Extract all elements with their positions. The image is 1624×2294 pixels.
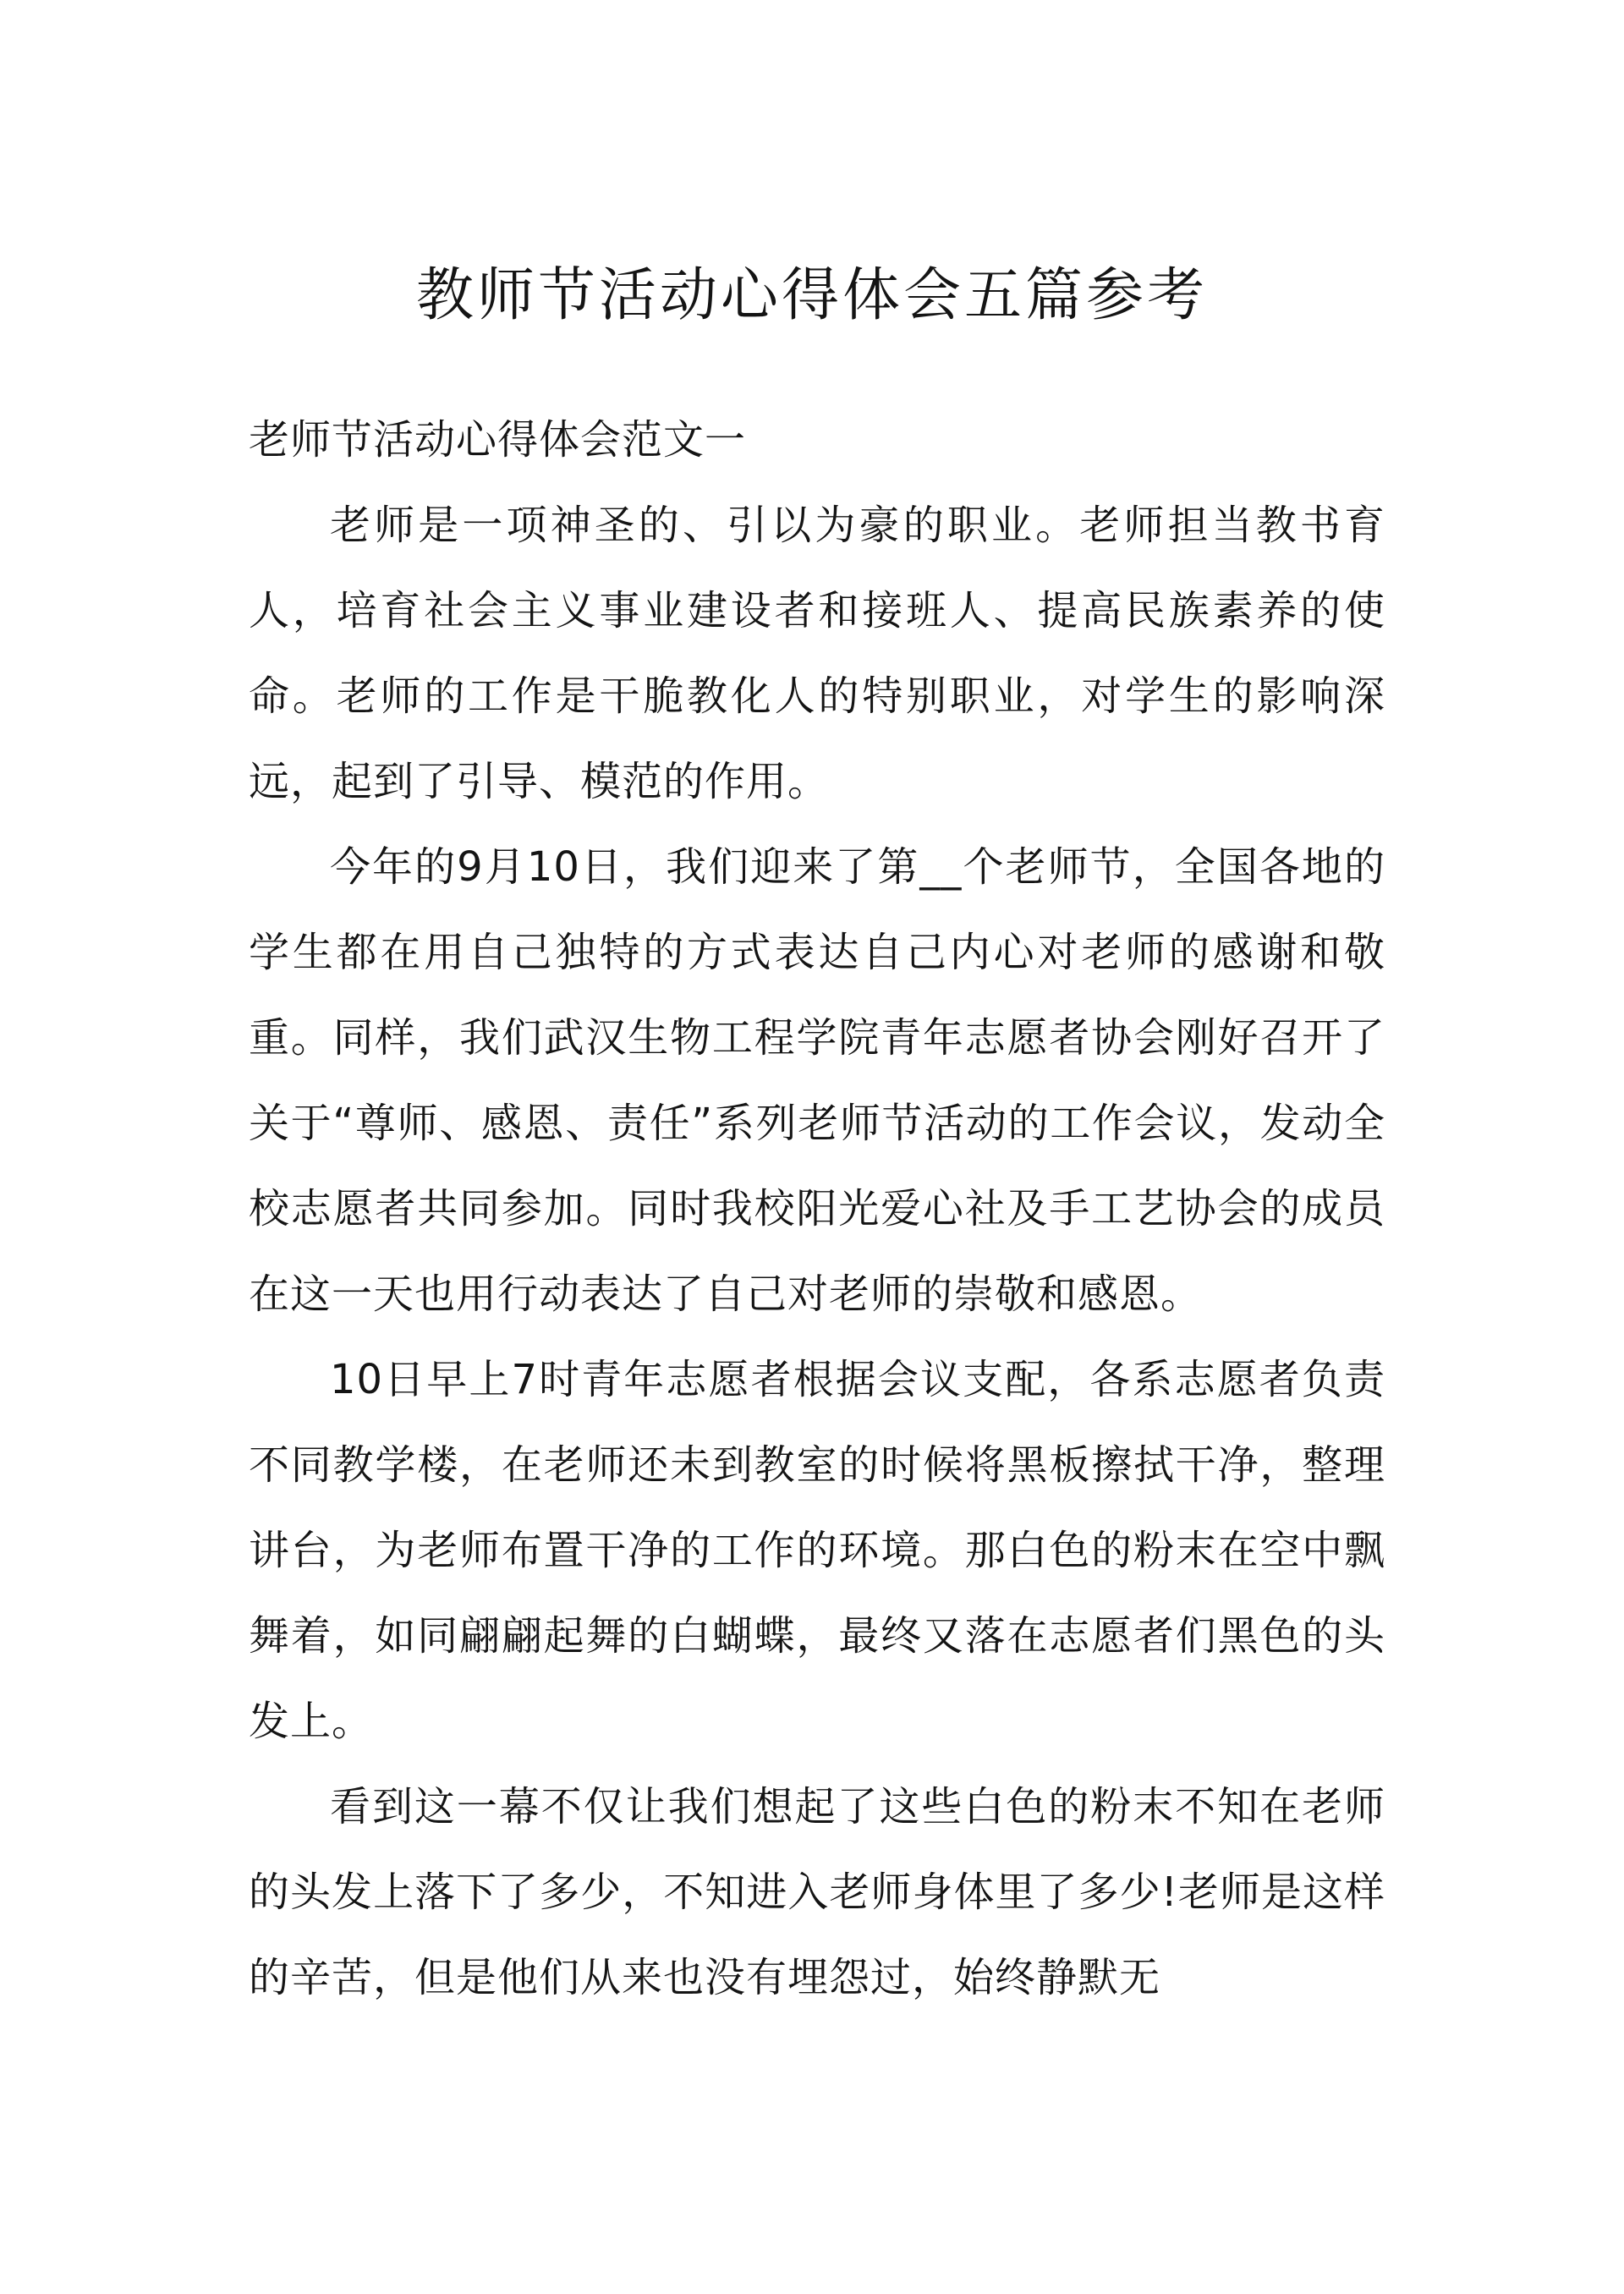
paragraph-4: 看到这一幕不仅让我们想起了这些白色的粉末不知在老师的头发上落下了多少，不知进入老师身体里了多少!老师是这样的辛苦，但是他们从来也没有埋怨过，始终静默无 <box>249 1783 1385 2001</box>
document-title: 教师节活动心得体会五篇参考 <box>415 262 1208 329</box>
paragraph-1: 老师是一项神圣的、引以为豪的职业。老师担当教书育人，培育社会主义事业建设者和接班人、提高民族素养的使命。老师的工作是干脆教化人的特别职业，对学生的影响深远，起到了引导、模范的作用。 <box>249 502 1385 805</box>
document-body <box>249 398 1385 2021</box>
paragraph-2: 今年的9月10日，我们迎来了第__个老师节，全国各地的学生都在用自己独特的方式表达自己内心对老师的感谢和敬重。同样，我们武汉生物工程学院青年志愿者协会刚好召开了关于“尊师、感恩、责任”系列老师节活动的工作会议，发动全校志愿者共同参加。同时我校阳光爱心社及手工艺协会的成员在这一天也用行动表达了自己对老师的崇敬和感恩。 <box>249 843 1385 1318</box>
section-heading: 老师节活动心得体会范文一 <box>249 416 747 464</box>
paragraph-3: 10日早上7时青年志愿者根据会议支配，各系志愿者负责不同教学楼，在老师还未到教室的时候将黑板擦拭干净，整理讲台，为老师布置干净的工作的环境。那白色的粉末在空中飘舞着，如同翩翩起舞的白蝴蝶，最终又落在志愿者们黑色的头发上。 <box>249 1356 1385 1745</box>
